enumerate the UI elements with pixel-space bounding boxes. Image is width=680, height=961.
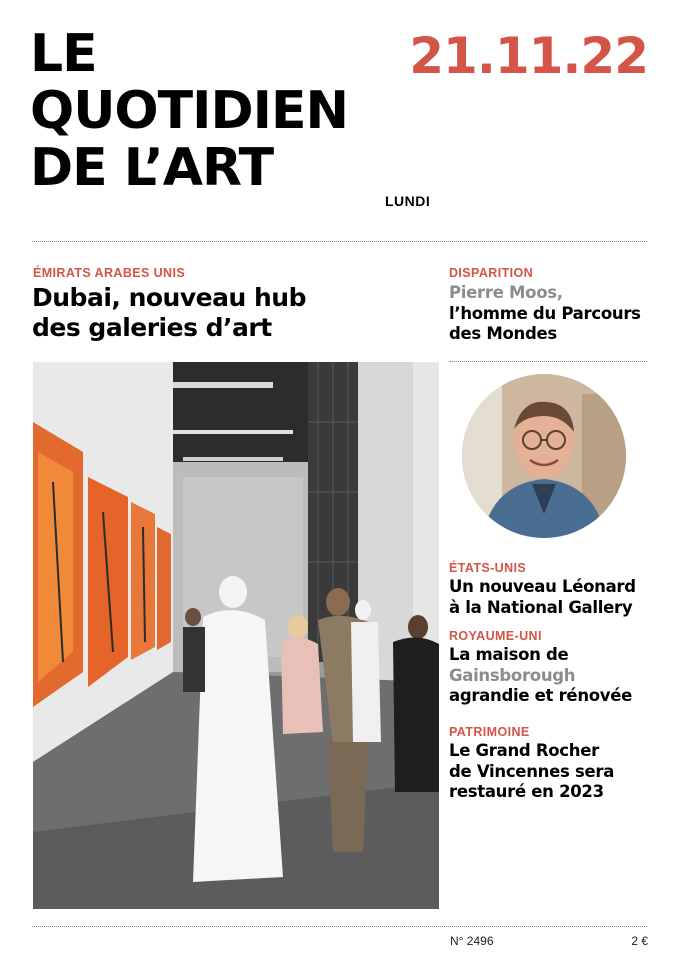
side-story-3-title-grey: Gainsborough (449, 665, 576, 685)
issue-number: N° 2496 (450, 934, 494, 948)
masthead-line-2: QUOTIDIEN (30, 81, 349, 141)
side-story-2-title-line-2: à la National Gallery (449, 597, 633, 617)
side-story-1-title-line-2: l’homme du Parcours (449, 303, 641, 323)
side-story-4-title-line-2: de Vincennes sera (449, 761, 615, 781)
main-story-title-line-1: Dubai, nouveau hub (32, 283, 306, 312)
side-story-4-title[interactable] (449, 741, 664, 803)
issue-date: 21.11.22 (409, 27, 648, 85)
top-divider (32, 241, 647, 242)
main-story-title-line-2: des galeries d’art (32, 313, 272, 342)
side-story-1-title[interactable] (449, 283, 664, 345)
issue-day: LUNDI (385, 193, 431, 209)
side-story-1-kicker: DISPARITION (449, 266, 534, 280)
masthead-line-3: DE L’ART (30, 138, 274, 198)
bottom-divider (32, 926, 647, 927)
side-story-3-title-line-3: agrandie et rénovée (449, 686, 633, 705)
side-story-2-title-line-1: Un nouveau Léonard (449, 577, 636, 596)
issue-price: 2 € (631, 934, 648, 948)
main-story-title[interactable] (32, 283, 372, 343)
side-story-4-title-line-3: restauré en 2023 (449, 782, 604, 801)
side-story-4-title-line-1: Le Grand Rocher (449, 741, 599, 760)
side-story-3-title[interactable] (449, 645, 664, 707)
side-divider (449, 361, 647, 362)
side-story-1-title-grey: Pierre Moos, (449, 283, 563, 302)
masthead-line-1: LE (30, 24, 97, 84)
side-story-3-title-line-1: La maison de (449, 645, 569, 664)
side-story-1-title-line-3: des Mondes (449, 324, 557, 343)
side-story-2-title[interactable] (449, 577, 664, 618)
gallery-visitors-photo[interactable] (33, 362, 439, 909)
side-story-2-kicker: ÉTATS-UNIS (449, 561, 527, 575)
main-story-kicker: ÉMIRATS ARABES UNIS (33, 266, 186, 280)
masthead-title (30, 26, 348, 197)
side-story-4-kicker: PATRIMOINE (449, 725, 530, 739)
portrait-photo[interactable] (462, 374, 626, 538)
side-story-3-kicker: ROYAUME-UNI (449, 629, 542, 643)
